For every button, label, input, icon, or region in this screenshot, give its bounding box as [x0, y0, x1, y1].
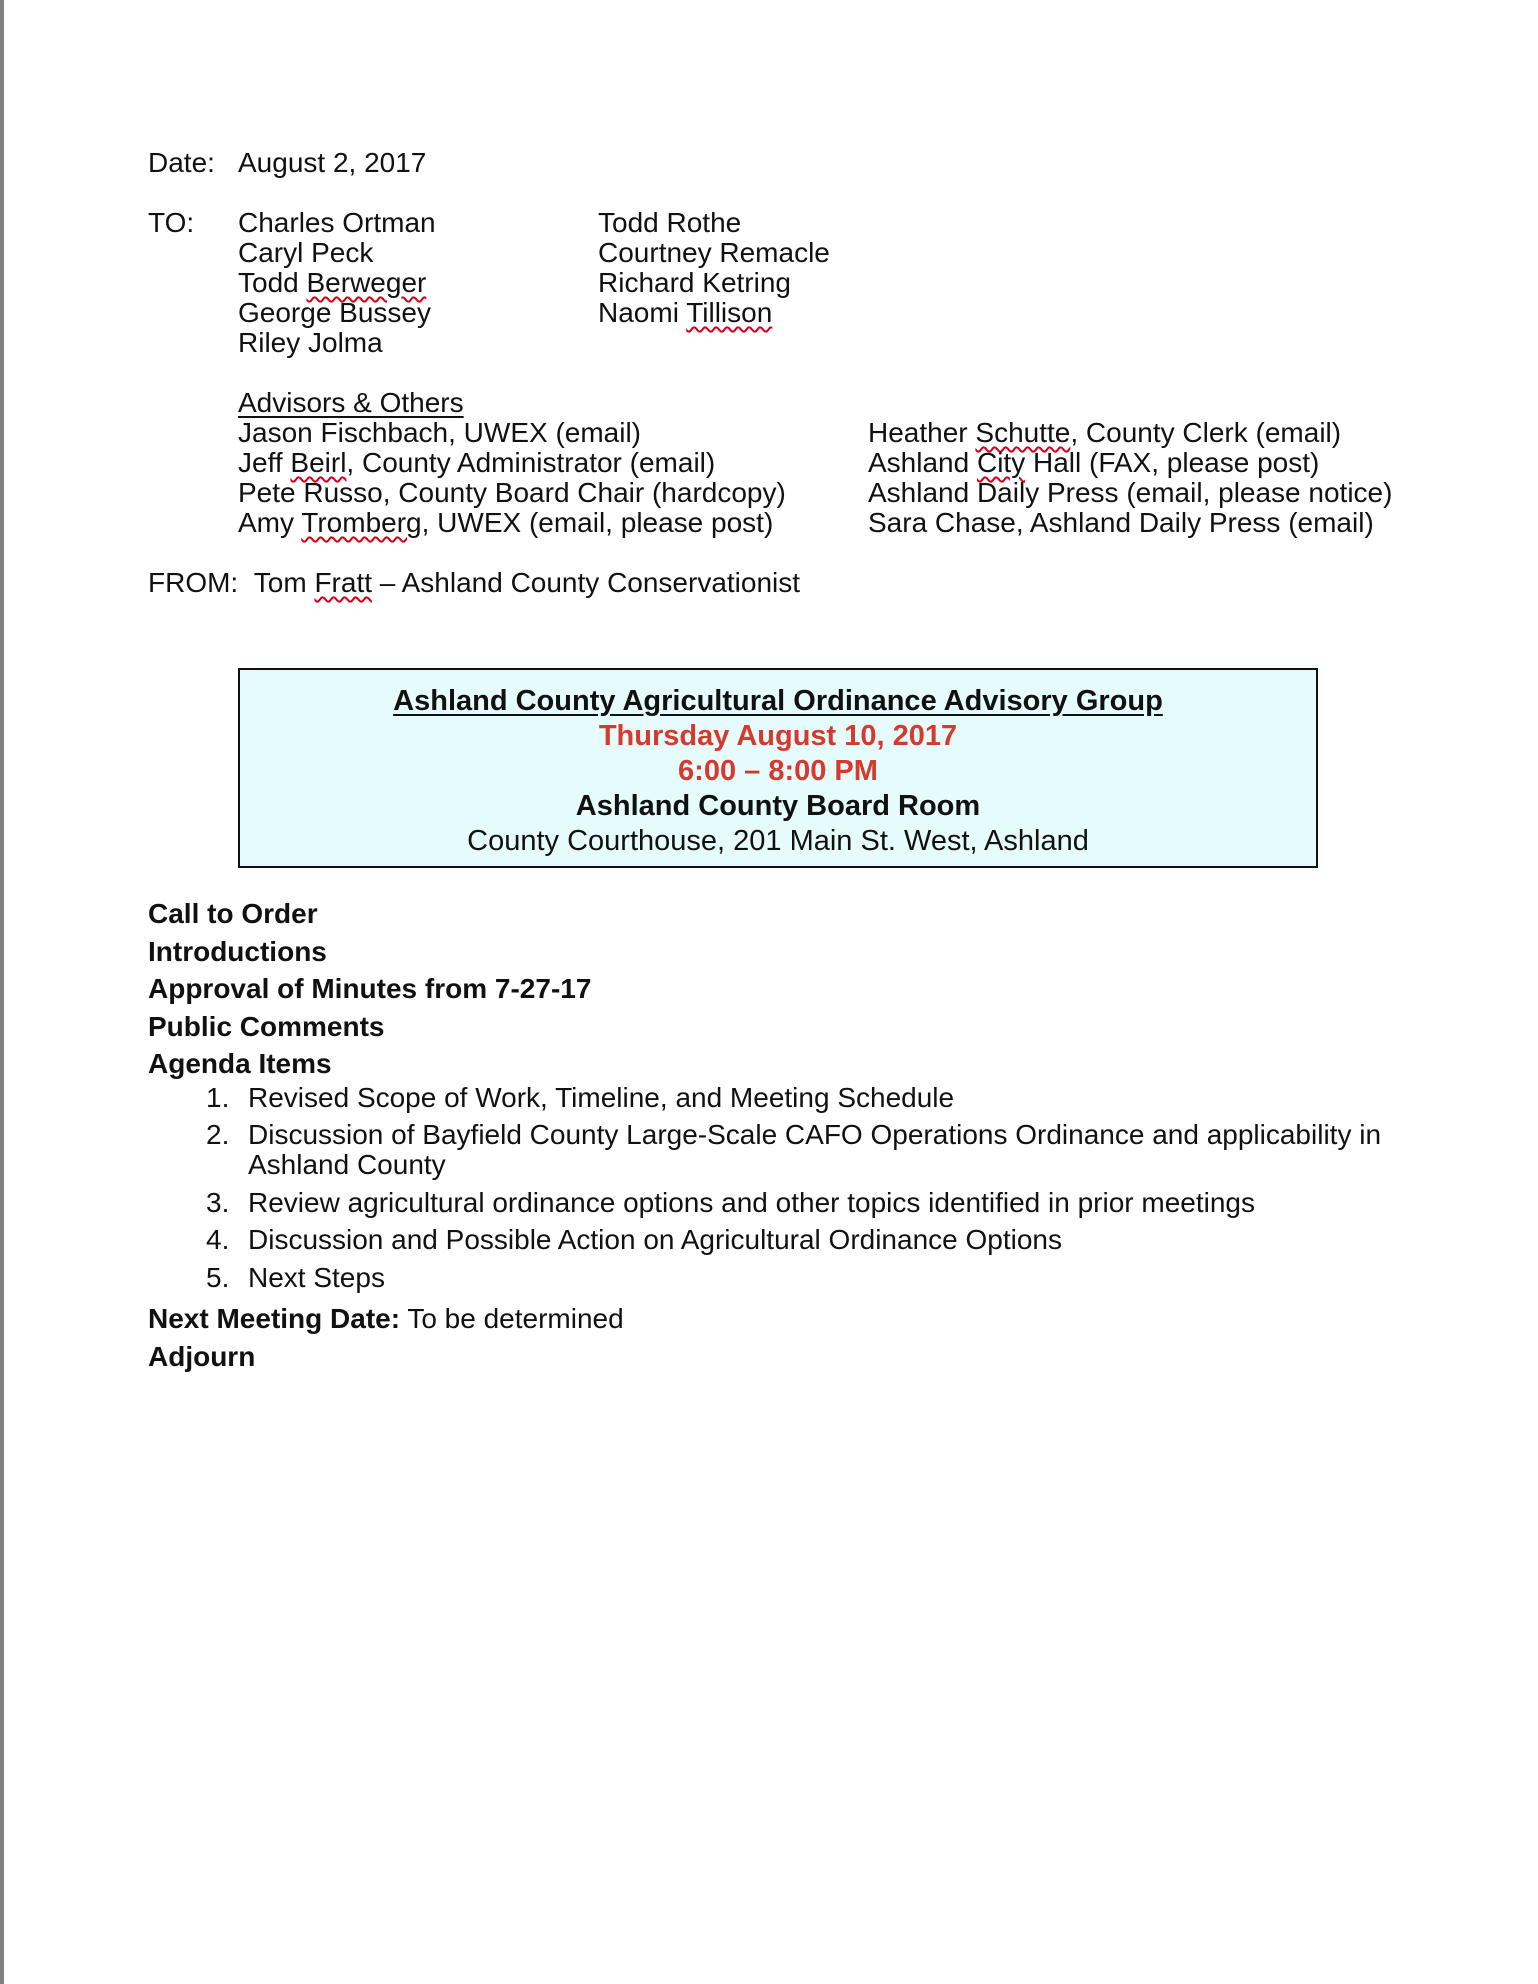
- advisor: Amy Tromberg, UWEX (email, please post): [238, 507, 774, 538]
- spellcheck-flagged-word[interactable]: Tillison: [686, 297, 773, 328]
- agenda-adjourn: Adjourn: [148, 1340, 256, 1372]
- spellcheck-flagged-word[interactable]: Berweger: [306, 267, 427, 298]
- recipient: Charles Ortman: [238, 207, 436, 238]
- advisor: Sara Chase, Ashland Daily Press (email): [868, 507, 1374, 538]
- recipient: George Bussey: [238, 297, 431, 328]
- agenda-item-number: 5.: [206, 1261, 230, 1293]
- agenda-item: [148, 1120, 1488, 1180]
- recipient: Caryl Peck: [238, 237, 374, 268]
- advisor: Ashland Daily Press (email, please notice): [868, 477, 1393, 508]
- to-recipients-column-1: [238, 208, 436, 358]
- agenda-item-text: Discussion and Possible Action on Agricultural Ordinance Options: [248, 1224, 1062, 1255]
- recipient: Courtney Remacle: [598, 237, 830, 268]
- recipient: Todd Rothe: [598, 207, 742, 238]
- meeting-time: 6:00 – 8:00 PM: [678, 755, 878, 787]
- agenda-item-text: Review agricultural ordinance options and other topics identified in prior meetings: [248, 1186, 1256, 1218]
- agenda-introductions: Introductions: [148, 935, 327, 967]
- meeting-title: Ashland County Agricultural Ordinance Advisory Group: [393, 685, 1163, 717]
- advisor: Jeff Beirl, County Administrator (email): [238, 447, 716, 478]
- spellcheck-flagged-word[interactable]: Schutte: [975, 417, 1071, 448]
- agenda-item-number: 3.: [206, 1186, 230, 1218]
- advisors-column-2: [868, 418, 1392, 538]
- date-label: Date:: [148, 147, 215, 178]
- agenda-items-list: [148, 1083, 1488, 1293]
- document-page: [4, 0, 1538, 1984]
- meeting-address: County Courthouse, 201 Main St. West, Ashland: [467, 825, 1089, 857]
- from-row: FROM: Tom Fratt – Ashland County Conservationist: [148, 567, 801, 598]
- agenda-item-number: 4.: [206, 1224, 230, 1255]
- spellcheck-flagged-word[interactable]: City: [976, 447, 1026, 478]
- agenda: [148, 895, 1488, 1375]
- agenda-item-text: Discussion of Bayfield County Large-Scale CAFO Operations Ordinance and applicability in Ashland County: [248, 1119, 1382, 1180]
- agenda-next-meeting: [148, 1300, 1488, 1338]
- agenda-item-number: 2.: [206, 1119, 230, 1150]
- agenda-items-heading: Agenda Items: [148, 1048, 332, 1079]
- advisors-column-1: [238, 418, 786, 538]
- to-label: TO:: [148, 207, 195, 238]
- advisor: Pete Russo, County Board Chair (hardcopy): [238, 477, 786, 508]
- spellcheck-flagged-word[interactable]: Tromberg: [301, 507, 422, 538]
- agenda-call-to-order: Call to Order: [148, 898, 318, 929]
- advisor: Jason Fischbach, UWEX (email): [238, 417, 642, 448]
- recipient: Todd Berweger: [238, 267, 427, 298]
- agenda-item: [148, 1188, 1488, 1218]
- agenda-public-comments: Public Comments: [148, 1010, 385, 1042]
- agenda-item: [148, 1225, 1488, 1255]
- meeting-room: Ashland County Board Room: [575, 790, 981, 822]
- recipient: Riley Jolma: [238, 327, 383, 358]
- next-meeting-label: Next Meeting Date:: [148, 1303, 401, 1334]
- agenda-item-number: 1.: [206, 1081, 230, 1113]
- agenda-item-text: Revised Scope of Work, Timeline, and Meeting Schedule: [248, 1081, 955, 1113]
- agenda-item: [148, 1263, 1488, 1293]
- spellcheck-flagged-word[interactable]: Fratt: [314, 567, 373, 598]
- recipient: Richard Ketring: [598, 267, 791, 298]
- to-recipients-column-2: [598, 208, 830, 328]
- date-value: August 2, 2017: [238, 147, 427, 178]
- agenda-item-text: Next Steps: [248, 1261, 385, 1293]
- advisor: Heather Schutte, County Clerk (email): [868, 417, 1342, 448]
- from-label: FROM:: [148, 567, 239, 598]
- advisor: Ashland City Hall (FAX, please post): [868, 447, 1320, 478]
- spellcheck-flagged-word[interactable]: Beirl: [290, 447, 347, 478]
- recipient: Naomi Tillison: [598, 297, 773, 328]
- advisors-heading: Advisors & Others: [238, 387, 464, 418]
- meeting-info-box: [238, 668, 1318, 868]
- next-meeting-value: To be determined: [400, 1303, 624, 1334]
- agenda-approval-of-minutes: Approval of Minutes from 7-27-17: [148, 973, 592, 1004]
- meeting-date: Thursday August 10, 2017: [598, 720, 958, 752]
- agenda-item: [148, 1083, 1488, 1113]
